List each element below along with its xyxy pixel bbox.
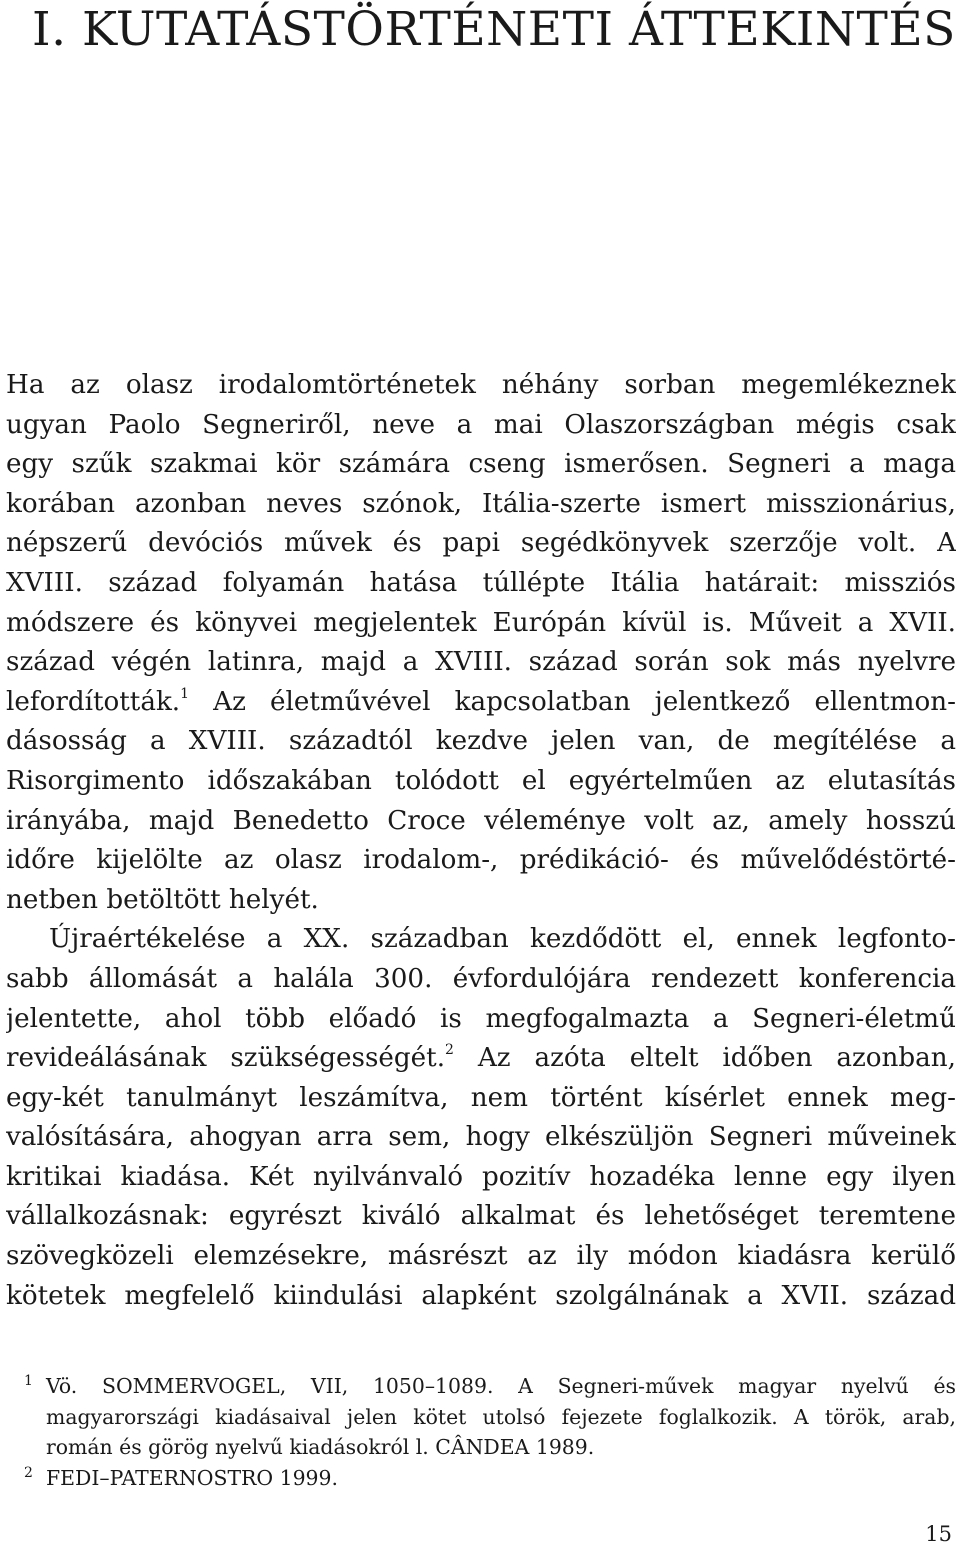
body-line: század végén latinra, majd a XVIII. század során sok más nyelvre	[6, 647, 956, 678]
body-line: sabb állomását a halála 300. évfordulójára rendezett konferencia	[6, 963, 956, 994]
footnote-line	[6, 1402, 956, 1433]
body-line: irányába, majd Benedetto Croce véleménye volt az, amely hosszú	[6, 805, 956, 836]
body-line: kritikai kiadása. Két nyilvánvaló pozitív hozadéka lenne egy ilyen	[6, 1161, 956, 1192]
body-line-part: Az azóta eltelt időben azonban,	[477, 1043, 956, 1074]
footnote-line	[6, 1371, 956, 1402]
body-line-part: Az életművével kapcsolatban jelentkező ellentmon-	[213, 686, 956, 717]
body-line: vállalkozásnak: egyrészt kiváló alkalmat és lehetőséget teremtene	[6, 1201, 956, 1232]
body-line: netben betöltött helyét.	[6, 884, 319, 915]
body-line: szövegközeli elemzésekre, másrészt az ily módon kiadásra kerülő	[6, 1241, 956, 1272]
body-line: egy-két tanulmányt leszámítva, nem történt kísérlet ennek meg-	[6, 1082, 956, 1113]
body-line-with-footnote	[6, 1039, 956, 1079]
footnote-ref: 2	[445, 1042, 454, 1059]
body-text	[6, 366, 956, 1316]
page-number: 15	[925, 1522, 952, 1546]
footnotes	[6, 1371, 956, 1493]
footnote-text: Vö. SOMMERVOGEL, VII, 1050–1089. A Segneri-művek magyar nyelvű és	[46, 1374, 956, 1398]
footnote-ref: 1	[180, 685, 190, 702]
body-line: XVIII. század folyamán hatása túllépte Itália határait: missziós	[6, 567, 956, 598]
footnote-line	[6, 1463, 956, 1494]
body-line: ugyan Paolo Segneriről, neve a mai Olaszországban mégis csak	[6, 409, 956, 440]
footnote-number: 2	[24, 1464, 33, 1481]
body-line: egy szűk szakmai kör számára cseng ismerősen. Segneri a maga	[6, 449, 956, 480]
footnote-text: magyarországi kiadásaival jelen kötet utolsó fejezete foglalkozik. A török, arab,	[46, 1404, 956, 1429]
body-line: kötetek megfelelő kiindulási alapként szolgálnának a XVII. század	[6, 1280, 956, 1311]
footnote-text: FEDI–PATERNOSTRO 1999.	[46, 1465, 338, 1490]
body-line: népszerű devóciós művek és papi segédkönyvek szerzője volt. A	[6, 528, 956, 559]
body-line-with-footnote	[6, 683, 956, 723]
footnote-number: 1	[24, 1373, 33, 1389]
body-line: dásosság a XVIII. századtól kezdve jelen van, de megítélése a	[6, 726, 956, 757]
body-line: valósítására, ahogyan arra sem, hogy elkészüljön Segneri műveinek	[6, 1122, 956, 1153]
body-line: jelentette, ahol több előadó is megfogalmazta a Segneri-életmű	[6, 1003, 956, 1034]
body-line: időre kijelölte az olasz irodalom-, prédikáció- és művelődéstörté-	[6, 845, 956, 876]
footnote-line	[6, 1432, 956, 1463]
chapter-title: I. KUTATÁSTÖRTÉNETI ÁTTEKINTÉS	[32, 2, 956, 57]
body-line-part: lefordították.	[6, 686, 181, 717]
body-line: korában azonban neves szónok, Itália-szerte ismert misszionárius,	[6, 488, 956, 519]
body-line: Ha az olasz irodalomtörténetek néhány sorban megemlékeznek	[6, 370, 956, 400]
body-line: Újraértékelése a XX. században kezdődött el, ennek legfonto-	[49, 924, 956, 955]
body-line: módszere és könyvei megjelentek Európán kívül is. Műveit a XVII.	[6, 607, 956, 638]
body-line: Risorgimento időszakában tolódott el egyértelműen az elutasítás	[6, 765, 956, 796]
footnote-text: román és görög nyelvű kiadásokról l. CÂNDEA 1989.	[46, 1435, 595, 1459]
body-line-part: revideálásának szükségességét.	[6, 1043, 446, 1074]
